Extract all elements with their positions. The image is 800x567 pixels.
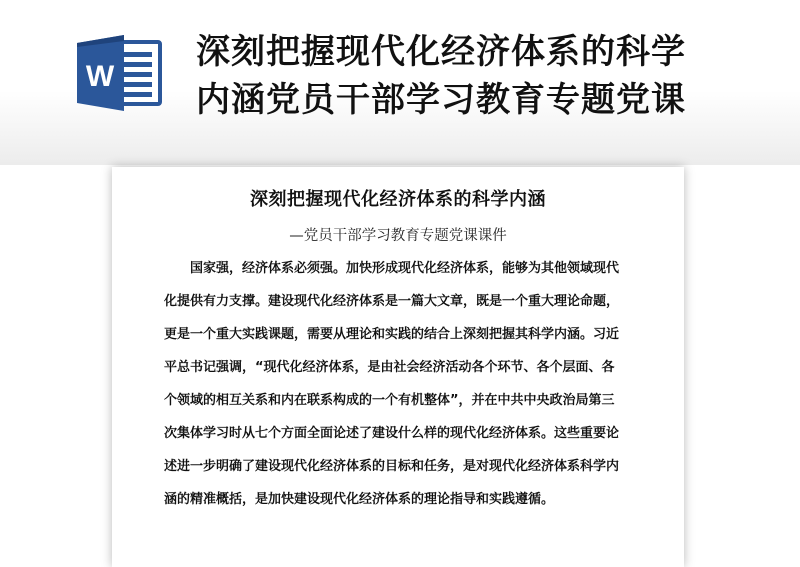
banner: [0, 0, 800, 165]
body-line: 国家强，经济体系必须强。加快形成现代化经济体系，能够为其他领域现代: [190, 261, 620, 276]
body-line: 述进一步明确了建设现代化经济体系的目标和任务，是对现代化经济体系科学内: [164, 459, 620, 474]
word-icon-letter: W: [85, 60, 115, 93]
banner-title: [196, 28, 756, 124]
banner-title-line: 深刻把握现代化经济体系的科学: [196, 32, 686, 72]
body-line: 次集体学习时从七个方面全面论述了建设什么样的现代化经济体系。这些重要论: [164, 426, 620, 441]
banner-title-line: 内涵党员干部学习教育专题党课: [196, 80, 686, 120]
body-line: 化提供有力支撑。建设现代化经济体系是一篇大文章，既是一个重大理论命题，: [164, 294, 620, 309]
document-body: [164, 258, 634, 522]
document-subtitle: —党员干部学习教育专题党课课件: [289, 228, 507, 244]
document-title: 深刻把握现代化经济体系的科学内涵: [250, 189, 546, 210]
word-document-icon: [74, 33, 164, 113]
document-page: [112, 167, 684, 567]
body-line: 涵的精准概括，是加快建设现代化经济体系的理论指导和实践遵循。: [164, 492, 555, 507]
body-line: 平总书记强调，“现代化经济体系，是由社会经济活动各个环节、各个层面、各: [164, 360, 615, 375]
body-line: 更是一个重大实践课题，需要从理论和实践的结合上深刻把握其科学内涵。习近: [164, 327, 620, 342]
body-line: 个领域的相互关系和内在联系构成的一个有机整体”，并在中共中央政治局第三: [164, 393, 615, 408]
